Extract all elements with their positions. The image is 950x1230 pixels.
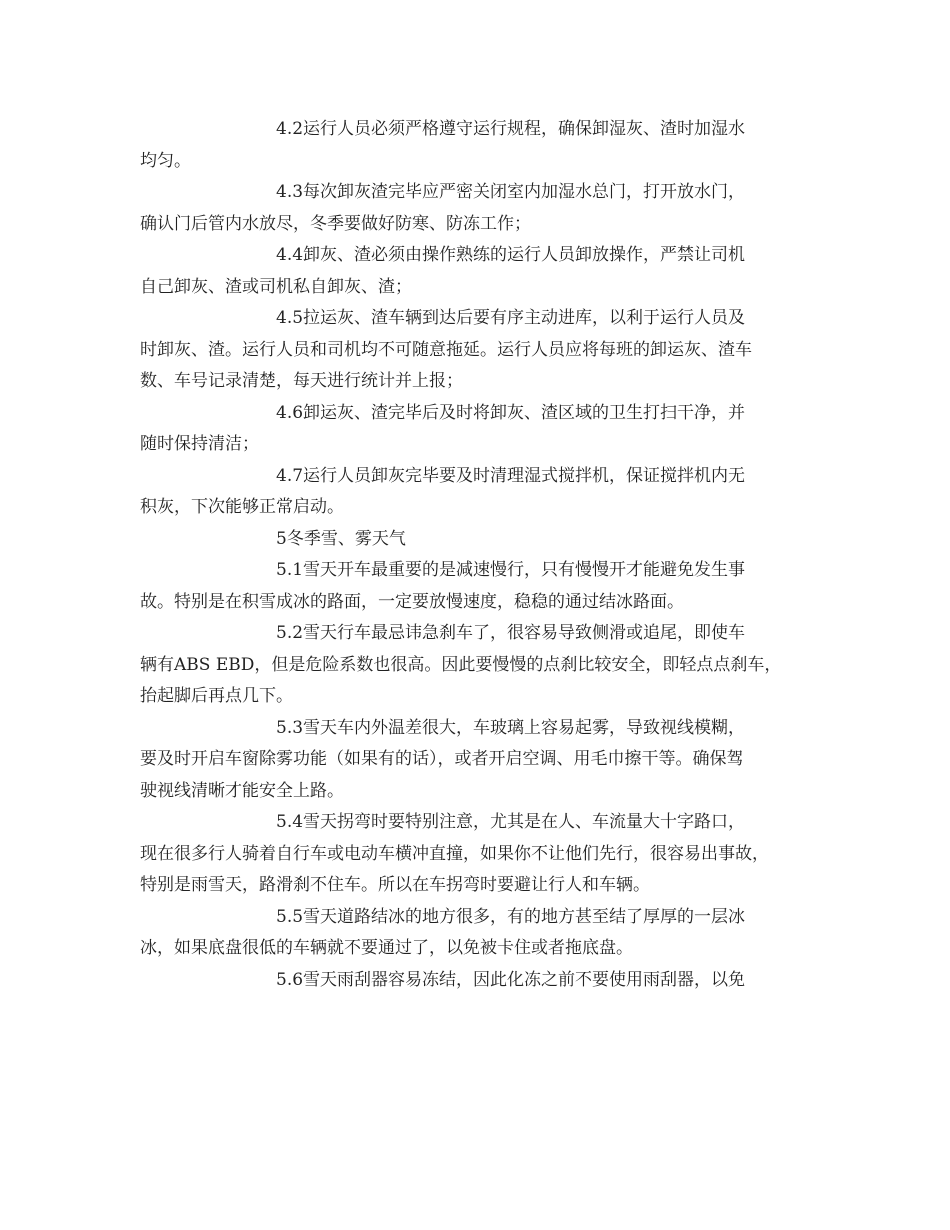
paragraph-4-6 [140,398,820,461]
paragraph-line: 时卸灰、渣。运行人员和司机均不可随意拖延。运行人员应将每班的卸运灰、渣车 [140,339,752,360]
paragraph-line: 5.5雪天道路结冰的地方很多，有的地方甚至结了厚厚的一层冰 [276,906,746,927]
paragraph-line: 4.7运行人员卸灰完毕要及时清理湿式搅拌机，保证搅拌机内无 [276,465,746,486]
paragraph-4-5 [140,303,820,398]
paragraph-5-2 [140,618,820,713]
paragraph-5 [140,524,820,556]
paragraph-line: 确认门后管内水放尽，冬季要做好防寒、防冻工作； [140,213,531,234]
paragraph-line: 5.4雪天拐弯时要特别注意，尤其是在人、车流量大十字路口， [276,812,746,832]
paragraph-4-4 [140,240,820,303]
paragraph-line: 5.1雪天开车最重要的是减速慢行，只有慢慢开才能避免发生事 [276,560,746,580]
paragraph-4-3 [140,177,820,240]
paragraph-line: 均匀。 [140,150,191,171]
paragraph-5-5 [140,902,820,965]
paragraph-line: 数、车号记录清楚，每天进行统计并上报； [140,371,463,391]
paragraph-5-6 [140,965,820,997]
paragraph-line: 抬起脚后再点几下。 [140,686,293,706]
paragraph-line: 特别是雨雪天，路滑刹不住车。所以在车拐弯时要避让行人和车辆。 [140,875,650,895]
paragraph-line: 随时保持清洁； [140,434,259,454]
paragraph-4-7 [140,461,820,524]
paragraph-line: 冰，如果底盘很低的车辆就不要通过了，以免被卡住或者拖底盘。 [140,938,633,958]
paragraph-line: 驶视线清晰才能安全上路。 [140,780,344,801]
paragraph-line: 要及时开启车窗除雾功能（如果有的话），或者开启空调、用毛巾擦干等。确保驾 [140,749,744,769]
paragraph-5-1 [140,555,820,618]
paragraph-line: 辆有ABS EBD，但是危险系数也很高。因此要慢慢的点刹比较安全，即轻点点刹车， [140,654,782,675]
paragraph-line: 现在很多行人骑着自行车或电动车横冲直撞，如果你不让他们先行，很容易出事故， [140,843,769,864]
document-body [140,114,820,996]
paragraph-5-3 [140,713,820,808]
paragraph-line: 4.3每次卸灰渣完毕应严密关闭室内加湿水总门，打开放水门， [276,182,746,202]
paragraph-line: 5.3雪天车内外温差很大，车玻璃上容易起雾，导致视线模糊， [276,717,746,738]
paragraph-line: 故。特别是在积雪成冰的路面，一定要放慢速度，稳稳的通过结冰路面。 [140,591,684,612]
paragraph-line: 5.2雪天行车最忌讳急刹车了，很容易导致侧滑或追尾，即使车 [276,623,746,643]
paragraph-4-2 [140,114,820,177]
paragraph-line: 积灰，下次能够正常启动。 [140,497,344,517]
paragraph-line: 5冬季雪、雾天气 [276,528,406,549]
paragraph-line: 4.2运行人员必须严格遵守运行规程，确保卸湿灰、渣时加湿水 [276,119,746,139]
paragraph-line: 自己卸灰、渣或司机私自卸灰、渣； [140,276,412,297]
paragraph-line: 4.6卸运灰、渣完毕后及时将卸灰、渣区域的卫生打扫干净，并 [276,402,746,423]
paragraph-5-4 [140,807,820,902]
paragraph-line: 4.4卸灰、渣必须由操作熟练的运行人员卸放操作，严禁让司机 [276,245,746,265]
paragraph-line: 4.5拉运灰、渣车辆到达后要有序主动进库，以利于运行人员及 [276,308,746,328]
paragraph-line: 5.6雪天雨刮器容易冻结，因此化冻之前不要使用雨刮器，以免 [276,969,746,990]
